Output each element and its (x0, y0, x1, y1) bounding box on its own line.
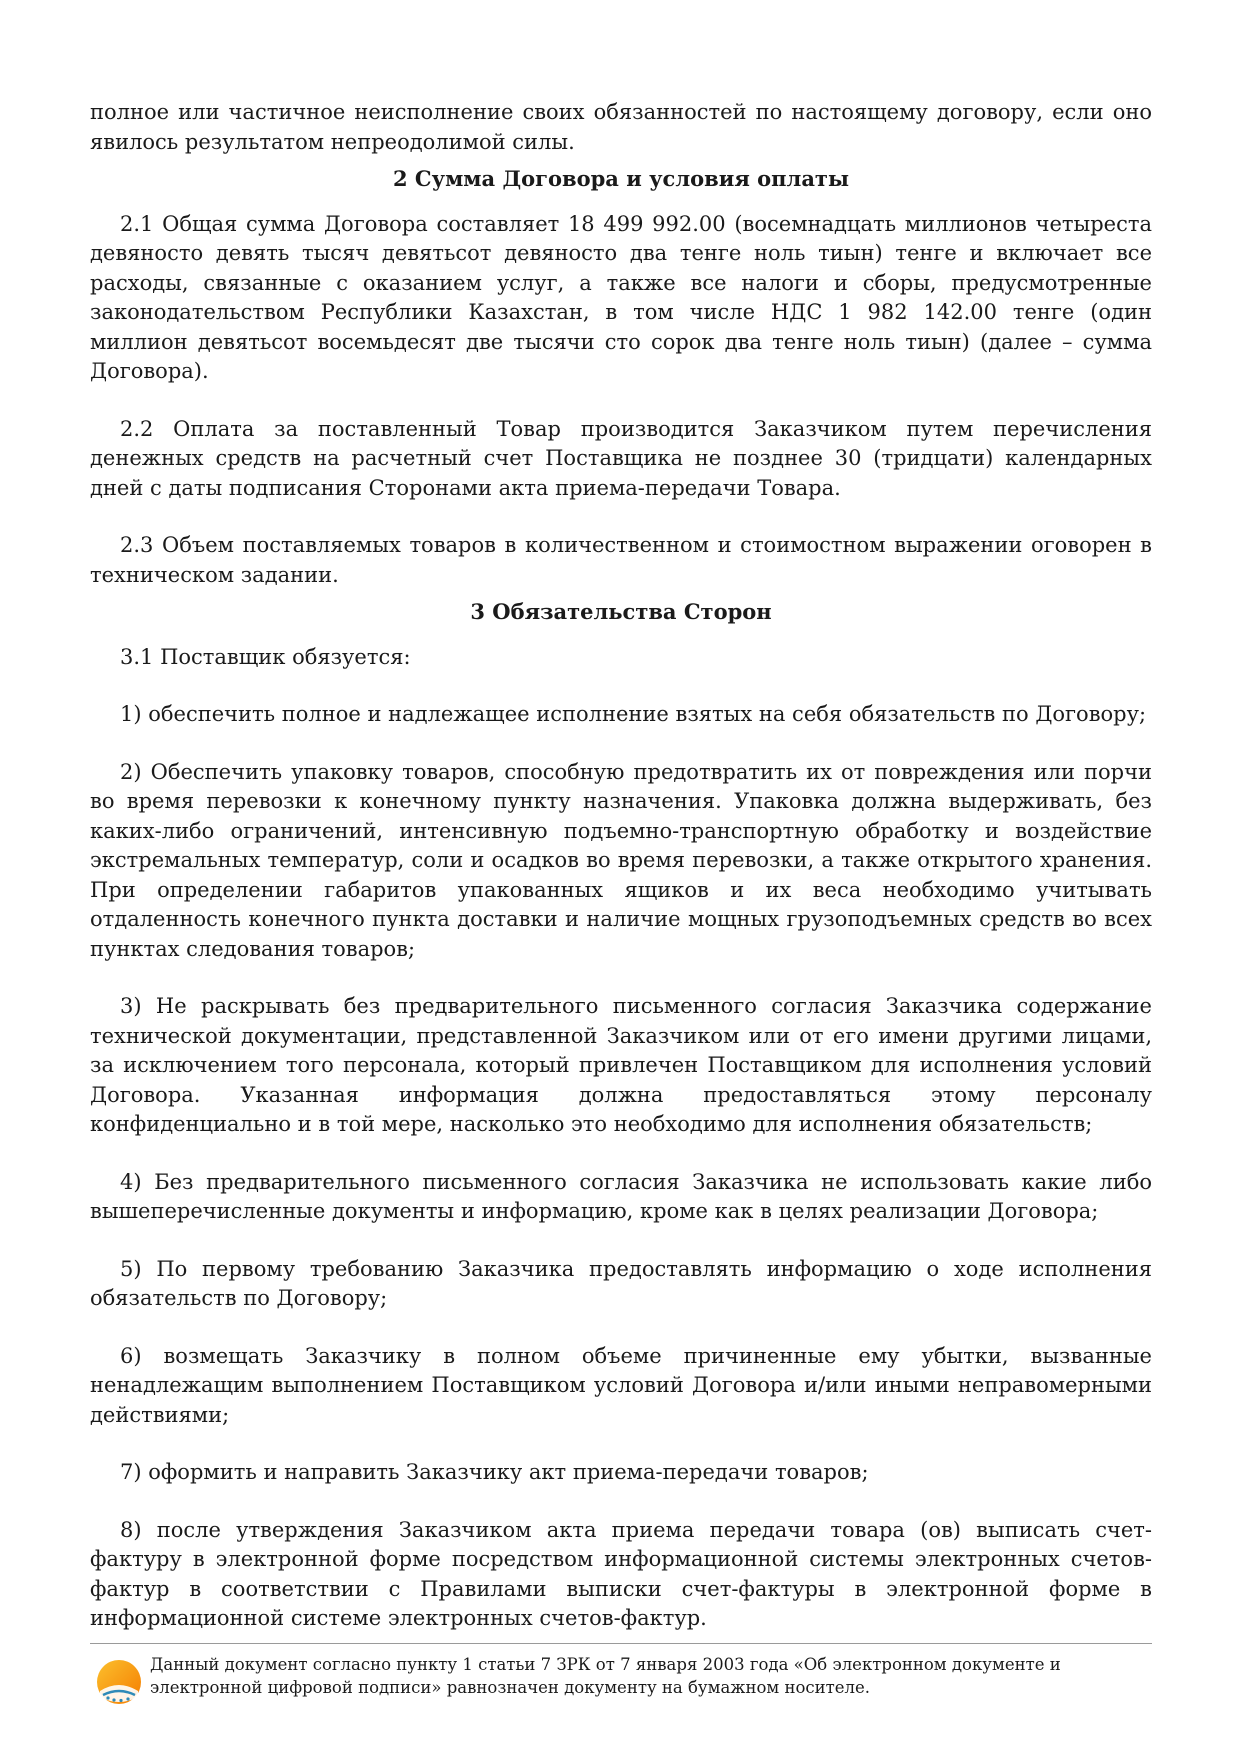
legal-equivalence-note: Данный документ согласно пункту 1 статьи 7 ЗРК от 7 января 2003 года «Об электронном документе и электронной цифровой подписи» равнозначен документу на бумажном носителе. (150, 1655, 1061, 1697)
clause-3-1-intro: 3.1 Поставщик обязуется: (120, 644, 411, 669)
egov-seal-icon (94, 1657, 144, 1707)
obligation-item-1: 1) обеспечить полное и надлежащее исполнение взятых на себя обязательств по Договору; (120, 702, 1147, 726)
obligation-item-6: 6) возмещать Заказчику в полном объеме причиненные ему убытки, вызванные ненадлежащим выполнением Поставщиком условий Договора и/или иными неправомерными действиями; (90, 1343, 1152, 1427)
paragraph-force-majeure-end: полное или частичное неисполнение своих обязанностей по настоящему договору, если оно явилось результатом непреодолимой силы. (90, 100, 1152, 154)
clause-2-1: 2.1 Общая сумма Договора составляет 18 499 992.00 (восемнадцать миллионов четыреста девяносто девять тысяч девятьсот девяносто два тенге ноль тиын) тенге и включает все расходы, связанные с оказанием услуг, а также все налоги и сборы, предусмотренные законодательством Республики Казахстан, в том числе НДС 1 982 142.00 тенге (один миллион девятьсот восемьдесят две тысячи сто сорок два тенге ноль тиын) (далее – сумма Договора). (90, 211, 1152, 383)
section-heading-2: 2 Сумма Договора и условия оплаты (392, 166, 849, 191)
obligation-item-4: 4) Без предварительного письменного согласия Заказчика не использовать какие либо вышеперечисленные документы и информацию, кроме как в целях реализации Договора; (90, 1169, 1152, 1223)
clause-2-3: 2.3 Объем поставляемых товаров в количественном и стоимостном выражении оговорен в техническом задании. (90, 533, 1152, 587)
document-footer (90, 1643, 1152, 1699)
obligation-item-7: 7) оформить и направить Заказчику акт приема-передачи товаров; (120, 1460, 869, 1484)
document-body (90, 98, 1152, 1634)
obligation-item-2: 2) Обеспечить упаковку товаров, способную предотвратить их от повреждения или порчи во время перевозки к конечному пункту назначения. Упаковка должна выдерживать, без каких-либо ограничений, интенсивную подъемно-транспортную обработку и воздействие экстремальных температур, соли и осадков во время перевозки, а также открытого хранения. При определении габаритов упакованных ящиков и их веса необходимо учитывать отдаленность конечного пункта доставки и наличие мощных грузоподъемных средств во всех пунктах следования товаров; (90, 759, 1152, 961)
section-heading-3: 3 Обязательства Сторон (470, 599, 772, 624)
clause-2-2: 2.2 Оплата за поставленный Товар производится Заказчиком путем перечисления денежных средств на расчетный счет Поставщика не позднее 30 (тридцати) календарных дней с даты подписания Сторонами акта приема-передачи Товара. (90, 416, 1152, 500)
obligation-item-3: 3) Не раскрывать без предварительного письменного согласия Заказчика содержание технической документации, представленной Заказчиком или от его имени другими лицами, за исключением того персонала, который привлечен Поставщиком для исполнения условий Договора. Указанная информация должна предоставляться этому персоналу конфиденциально и в той мере, насколько это необходимо для исполнения обязательств; (90, 994, 1152, 1136)
obligation-item-8: 8) после утверждения Заказчиком акта приема передачи товара (ов) выписать счет-фактуру в электронной форме посредством информационной системы электронных счетов-фактур в соответствии с Правилами выписки счет-фактуры в электронной форме в информационной системе электронных счетов-фактур. (90, 1517, 1152, 1630)
obligation-item-5: 5) По первому требованию Заказчика предоставлять информацию о ходе исполнения обязательств по Договору; (90, 1256, 1152, 1310)
